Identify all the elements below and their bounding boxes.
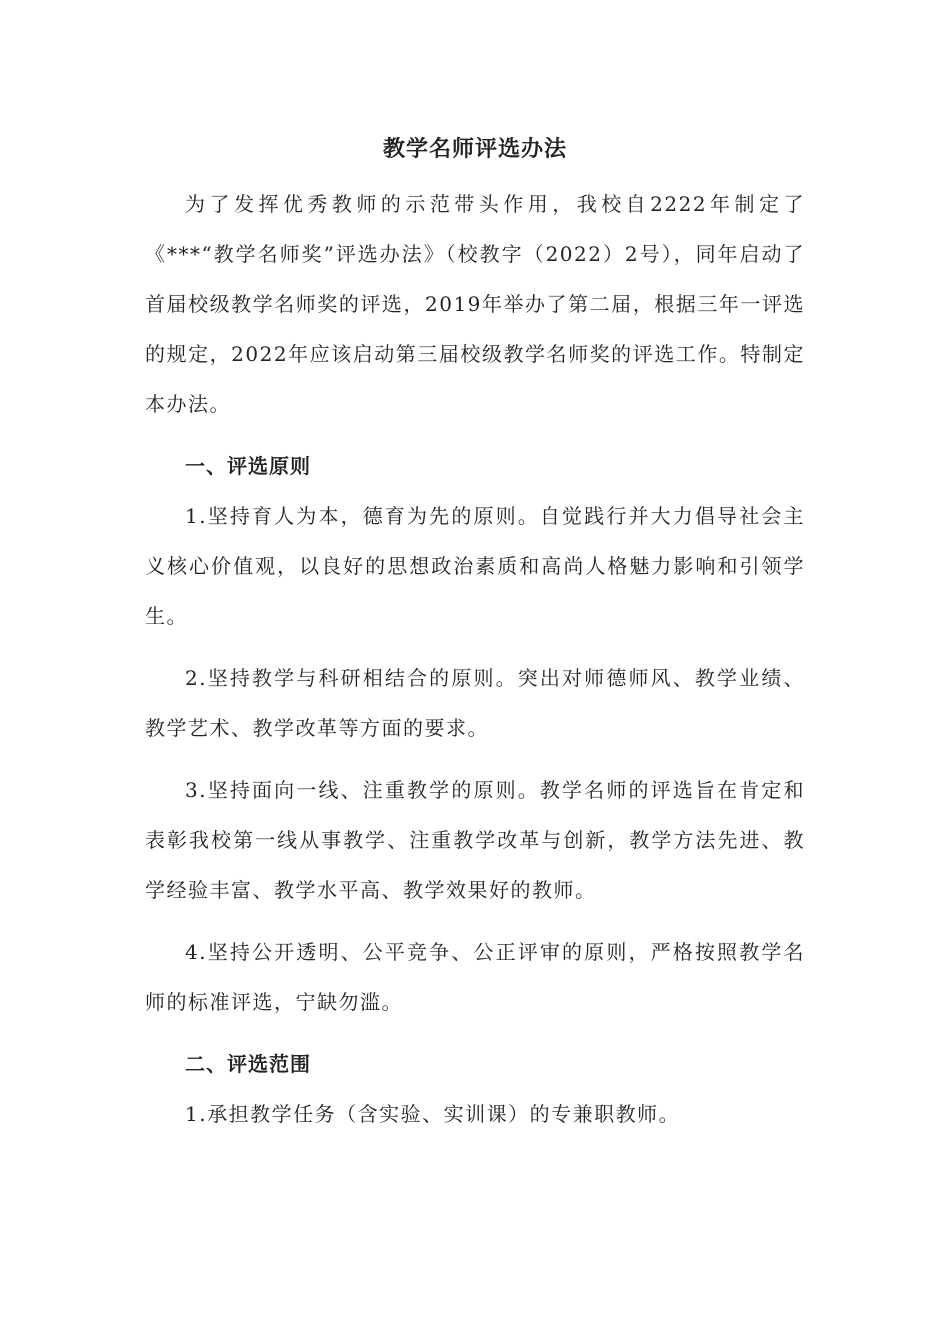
principle-item-1: 1.坚持育人为本，德育为先的原则。自觉践行并大力倡导社会主义核心价值观，以良好的思想政治素质和高尚人格魅力影响和引领学生。 (145, 504, 805, 628)
intro-paragraph: 为了发挥优秀教师的示范带头作用，我校自2222年制定了《***“教学名师奖”评选办法》（校教字（2022）2号），同年启动了首届校级教学名师奖的评选，2019年举办了第二届，根据三年一评选的规定，2022年应该启动第三届校级教学名师奖的评选工作。特制定本办法。 (145, 192, 805, 416)
principle-item-4: 4.坚持公开透明、公平竞争、公正评审的原则，严格按照教学名师的标准评选，宁缺勿滥。 (145, 940, 805, 1014)
principle-item-3: 3.坚持面向一线、注重教学的原则。教学名师的评选旨在肯定和表彰我校第一线从事教学、注重教学改革与创新，教学方法先进、教学经验丰富、教学水平高、教学效果好的教师。 (145, 778, 805, 902)
section-heading-scope: 二、评选范围 (185, 1052, 311, 1076)
document-page (145, 120, 805, 1139)
document-title: 教学名师评选办法 (382, 136, 567, 162)
scope-item-1: 1.承担教学任务（含实验、实训课）的专兼职教师。 (185, 1102, 681, 1126)
principle-item-2: 2.坚持教学与科研相结合的原则。突出对师德师风、教学业绩、教学艺术、教学改革等方面的要求。 (145, 666, 805, 740)
section-heading-principles: 一、评选原则 (185, 454, 311, 478)
